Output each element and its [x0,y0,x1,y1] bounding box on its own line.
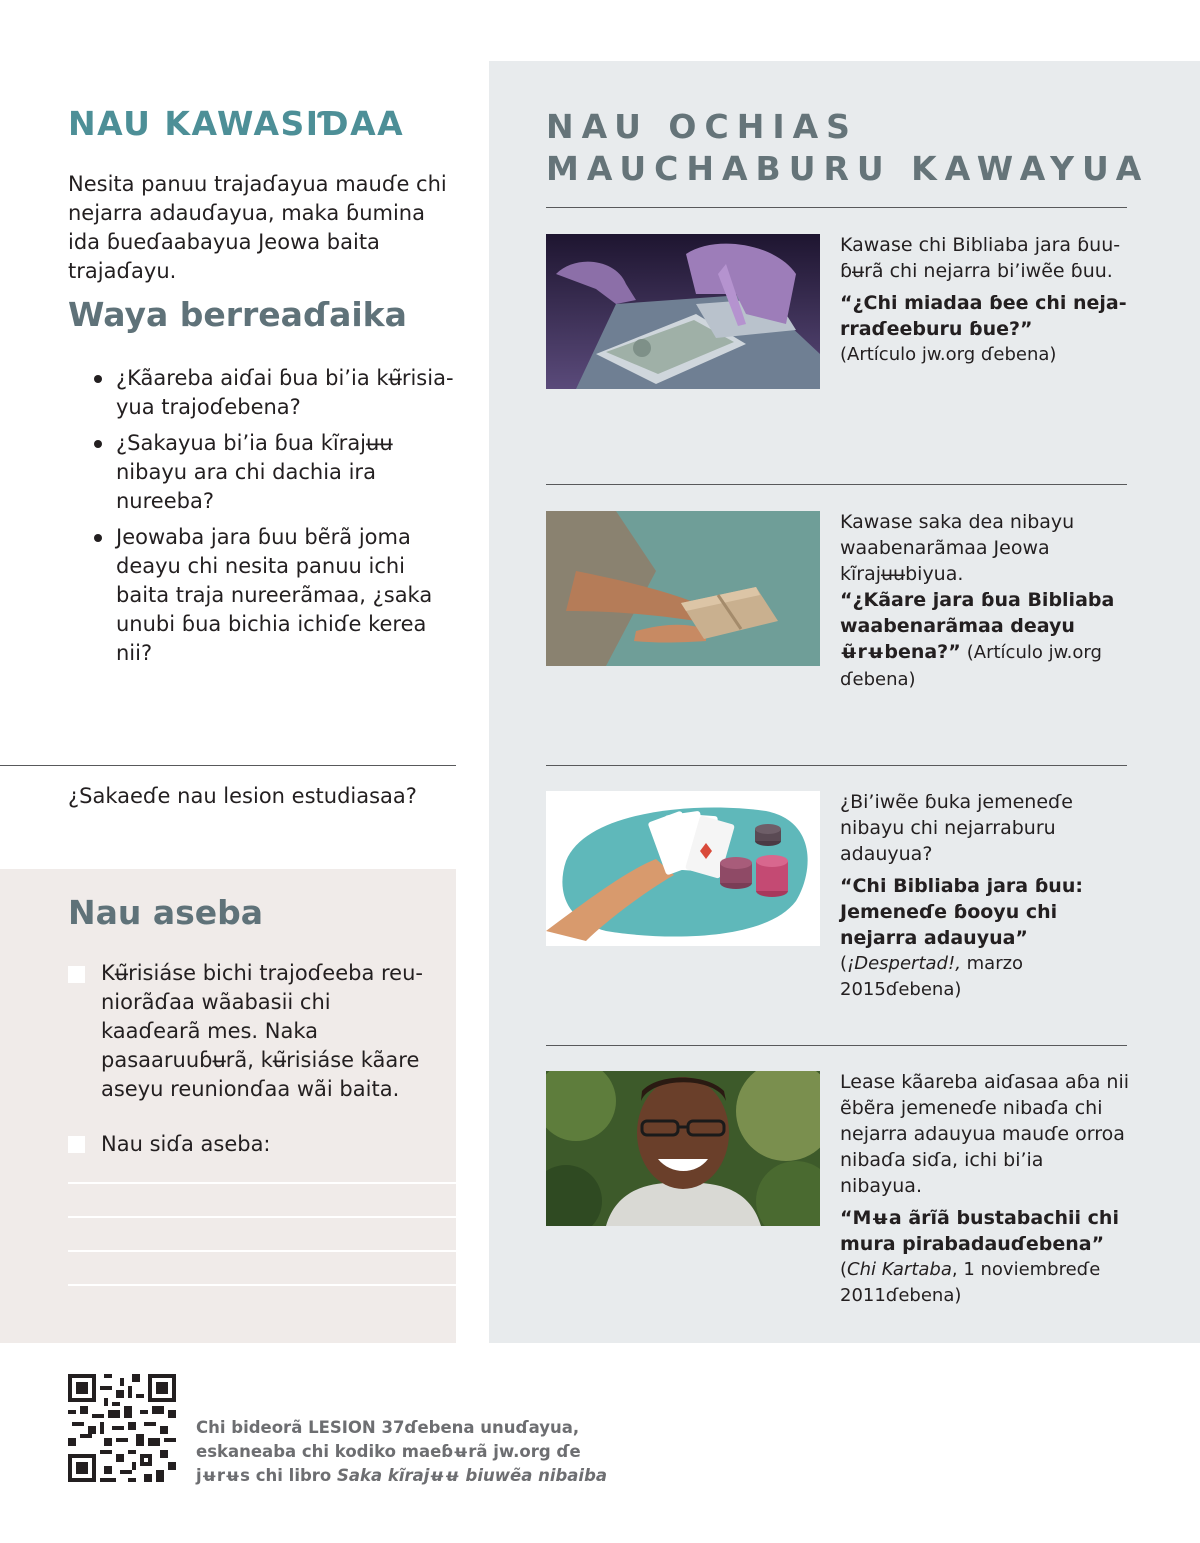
reference-source: (Artículo jw.org ɗebena) [840,344,1057,365]
divider [546,484,1127,485]
related-heading-line: MAUCHABURU KAWAYUA [546,149,1150,188]
reference-title[interactable]: “¿Kãare jara ɓua Bibliaba waabenarãmaa deayu ʉ̃rʉbena?” [840,589,1115,663]
summary-heading: NAU KAWASIƊAA [68,104,405,143]
summary-text: Nesita panuu trajaɗayua mauɗe chi nejarra adauɗayua, maka ɓumina ida ɓueɗaabayua Jeowa baita trajaɗayu. [68,172,447,283]
divider [546,765,1127,766]
divider [546,1045,1127,1046]
reference-source: (Artículo jw.org ɗebena) [840,642,1102,690]
goal-checkbox[interactable] [68,966,85,983]
reference-description: Lease kãareba aiɗasaa aɓa nii ẽbẽra jemeneɗe nibaɗa chi nejarra adauyua mauɗe orroa nibaɗa siɗa, ichi bi’ia nibayua. [840,1071,1129,1197]
review-heading: Waya berreaɗaika [68,295,407,334]
goal-checkbox[interactable] [68,1136,85,1153]
divider [0,765,456,766]
reference-title[interactable]: “Chi Bibliaba jara ɓuu: Jemeneɗe ɓooyu chi nejarra adauyua” [840,875,1083,949]
related-reference [840,789,1130,1003]
reference-title[interactable]: “Mʉa ãrĩã bustabachii chi mura pirabadauɗebena” [840,1207,1119,1255]
writing-line[interactable] [68,1216,456,1218]
goal-item: Kʉ̃risiáse bichi trajoɗeeba reuniorãɗaa wãabasii chi kaaɗearã mes. Naka pasaaruuɓʉrã, kʉ̃risiáse kãare aseyu reunionɗaa wãi baita. [101,961,423,1101]
goal-heading: Nau aseba [68,893,264,932]
lesson-question: ¿Sakaeɗe nau lesion estudiasaa? [68,784,417,808]
review-question: ¿Kãareba aiɗai ɓua bi’ia kʉ̃risiayua trajoɗebena? [92,364,462,422]
smiling-man-portrait [546,1071,820,1226]
related-reference [840,509,1130,693]
review-question: ¿Sakayua bi’ia ɓua kĩrajʉʉ nibayu ara chi dachia ira nureeba? [92,429,462,516]
review-question: Jeowaba jara ɓuu bẽrã joma deayu chi nesita panuu ichi baita traja nureerãmaa, ¿saka unubi ɓua bichia ichiɗe kerea nii? [92,523,462,668]
money-hands-image [546,234,820,389]
reference-title[interactable]: “¿Chi miadaa ɓee chi nejarraɗeeburu ɓue?” [840,292,1127,340]
reference-description: Kawase saka dea nibayu waabenarãmaa Jeowa kĩrajʉʉbiyua. [840,511,1075,585]
divider [546,207,1127,208]
reference-source: (¡Despertad!, marzo 2015ɗebena) [840,953,1024,1000]
reference-source: (Chi Kartaba, 1 noviembreɗe 2011ɗebena) [840,1259,1101,1306]
writing-line[interactable] [68,1284,456,1286]
related-reference [840,232,1130,368]
related-heading-line: NAU OCHIAS [546,107,858,146]
writing-line[interactable] [68,1182,456,1184]
reference-description: ¿Bi’iwẽe ɓuka jemeneɗe nibayu chi nejarraburu adauyua? [840,791,1073,865]
video-note: Chi bideorã LESION 37ɗebena unuɗayua, eskaneaba chi kodiko maeɓʉrã jw.org ɗe jʉrʉs chi libro Saka kĩrajʉʉ biuwẽa nibaiba [196,1418,608,1485]
review-question-list [92,364,462,675]
writing-line[interactable] [68,1250,456,1252]
related-reference [840,1069,1130,1309]
related-heading [546,106,1149,190]
reference-description: Kawase chi Bibliaba jara ɓuuɓʉrã chi nejarra bi’iwẽe ɓuu. [840,234,1121,282]
gift-giving-image [546,511,820,666]
qr-code[interactable] [68,1374,176,1482]
goal-item: Nau siɗa aseba: [101,1132,271,1156]
goal-box [0,869,456,1343]
playing-cards-image [546,791,820,946]
